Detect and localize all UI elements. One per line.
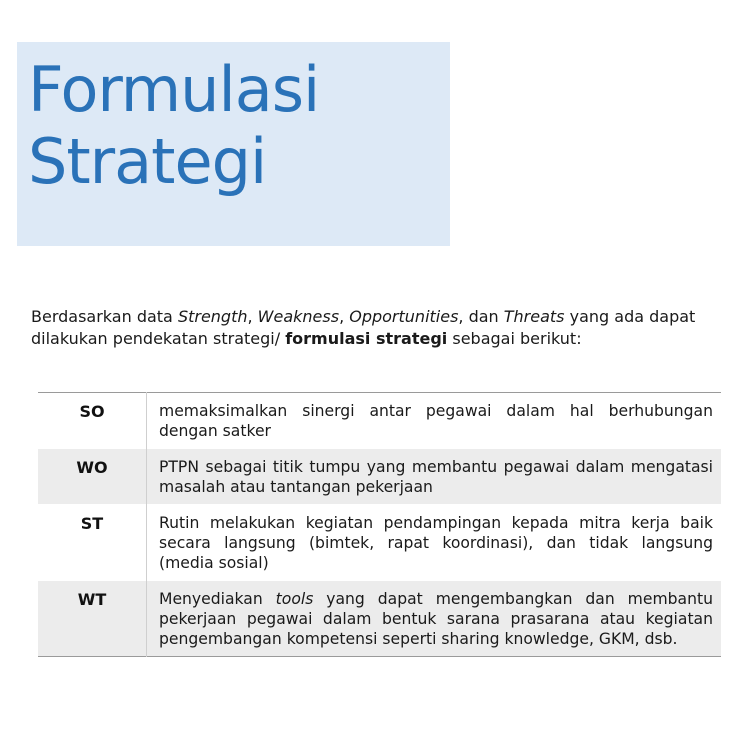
- wt-text-pre: Menyediakan: [159, 590, 276, 608]
- table-row-so: [38, 393, 721, 449]
- wt-text-italic: tools: [275, 590, 314, 608]
- strategy-description: memaksimalkan sinergi antar pegawai dalam hal berhubungan dengan satker: [159, 402, 713, 440]
- title-line-2: Strategi: [28, 125, 267, 198]
- table-row-wo: [38, 449, 721, 505]
- intro-text-1: Berdasarkan data: [31, 307, 178, 326]
- intro-sep-1: ,: [247, 307, 258, 326]
- strategy-code: WT: [38, 581, 147, 657]
- intro-text-3: sebagai berikut:: [447, 329, 582, 348]
- page-title: [28, 54, 319, 198]
- intro-weakness: Weakness: [257, 307, 340, 326]
- wt-text-post: yang dapat mengembangkan dan membantu pekerjaan pegawai dalam bentuk sarana prasarana atau kegiatan pengembangan kompetensi seperti sharing knowledge, GKM, dsb.: [159, 590, 713, 648]
- table-row-st: [38, 505, 721, 581]
- intro-sep-3: , dan: [458, 307, 504, 326]
- strategy-description: PTPN sebagai titik tumpu yang membantu pegawai dalam mengatasi masalah atau tantangan pekerjaan: [147, 449, 722, 505]
- intro-sep-2: ,: [339, 307, 350, 326]
- intro-opportunities: Opportunities: [349, 307, 459, 326]
- strategy-description: [147, 581, 722, 657]
- intro-strength: Strength: [177, 307, 248, 326]
- intro-bold-term: formulasi strategi: [285, 329, 448, 348]
- title-line-1: Formulasi: [28, 53, 320, 126]
- strategy-table: [38, 392, 721, 657]
- intro-threats: Threats: [503, 307, 565, 326]
- strategy-code: SO: [38, 393, 147, 449]
- strategy-code: WO: [38, 449, 147, 505]
- strategy-description: Rutin melakukan kegiatan pendampingan kepada mitra kerja baik secara langsung (bimtek, rapat koordinasi), dan tidak langsung (media sosial): [147, 505, 722, 581]
- intro-text-2: yang ada dapat dilakukan pendekatan strategi/: [31, 307, 696, 348]
- intro-paragraph: [31, 306, 736, 350]
- table-row-wt: [38, 581, 721, 657]
- strategy-code: ST: [38, 505, 147, 581]
